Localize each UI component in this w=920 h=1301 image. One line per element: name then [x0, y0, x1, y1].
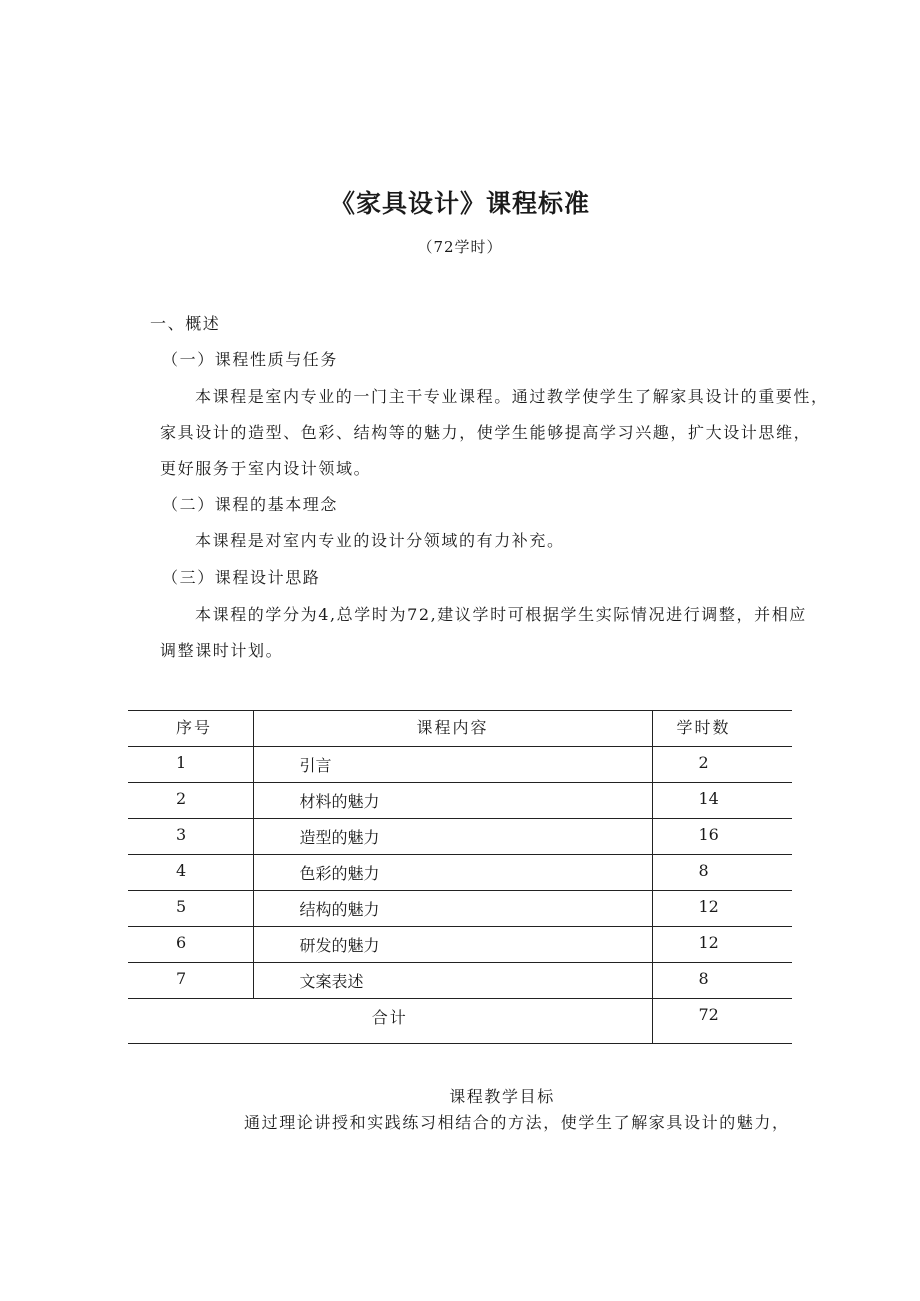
- row-content: 造型的魅力: [253, 819, 652, 855]
- row-content: 结构的魅力: [253, 891, 652, 927]
- paragraph-line: 本课程的学分为4,总学时为72,建议学时可根据学生实际情况进行调整，并相应: [195, 605, 807, 624]
- paragraph-line: 本课程是对室内专业的设计分领域的有力补充。: [195, 531, 565, 550]
- paragraph-line: 家具设计的造型、色彩、结构等的魅力，使学生能够提高学习兴趣，扩大设计思维，: [160, 423, 812, 442]
- table-header-row: [128, 711, 792, 747]
- table-row: [128, 855, 792, 891]
- objectives-line: 通过理论讲授和实践练习相结合的方法，使学生了解家具设计的魅力，: [244, 1113, 790, 1132]
- row-content: 研发的魅力: [253, 927, 652, 963]
- row-content: 材料的魅力: [253, 783, 652, 819]
- row-index: 4: [128, 855, 253, 891]
- row-hours: 8: [652, 963, 792, 999]
- row-index: 7: [128, 963, 253, 999]
- total-hours: 72: [652, 999, 792, 1044]
- table-row: [128, 783, 792, 819]
- row-index: 1: [128, 747, 253, 783]
- header-hours: 学时数: [652, 711, 792, 747]
- row-index: 3: [128, 819, 253, 855]
- row-content: 文案表述: [253, 963, 652, 999]
- row-content: 色彩的魅力: [253, 855, 652, 891]
- subsection-heading-concept: （二）课程的基本理念: [162, 495, 339, 514]
- row-index: 2: [128, 783, 253, 819]
- table-row: [128, 963, 792, 999]
- table-row: [128, 747, 792, 783]
- table-row: [128, 819, 792, 855]
- subsection-heading-design: （三）课程设计思路: [162, 568, 321, 587]
- course-hours-table: [128, 710, 792, 1044]
- paragraph-line: 调整课时计划。: [160, 641, 284, 660]
- total-label: 合计: [128, 999, 652, 1044]
- table-total-row: [128, 999, 792, 1044]
- row-hours: 14: [652, 783, 792, 819]
- header-content: 课程内容: [253, 711, 652, 747]
- header-index: 序号: [128, 711, 253, 747]
- row-index: 6: [128, 927, 253, 963]
- document-subtitle: （72学时）: [417, 238, 503, 256]
- row-index: 5: [128, 891, 253, 927]
- paragraph-line: 更好服务于室内设计领域。: [160, 459, 372, 478]
- paragraph-line: 本课程是室内专业的一门主干专业课程。通过教学使学生了解家具设计的重要性，: [195, 387, 829, 406]
- row-hours: 16: [652, 819, 792, 855]
- section-heading-overview: 一、概述: [150, 314, 221, 333]
- row-hours: 8: [652, 855, 792, 891]
- table-row: [128, 891, 792, 927]
- row-hours: 12: [652, 927, 792, 963]
- subsection-heading-nature: （一）课程性质与任务: [162, 350, 339, 369]
- row-hours: 2: [652, 747, 792, 783]
- row-hours: 12: [652, 891, 792, 927]
- objectives-heading: 课程教学目标: [449, 1087, 555, 1106]
- document-title: 《家具设计》课程标准: [329, 189, 590, 218]
- row-content: 引言: [253, 747, 652, 783]
- table-row: [128, 927, 792, 963]
